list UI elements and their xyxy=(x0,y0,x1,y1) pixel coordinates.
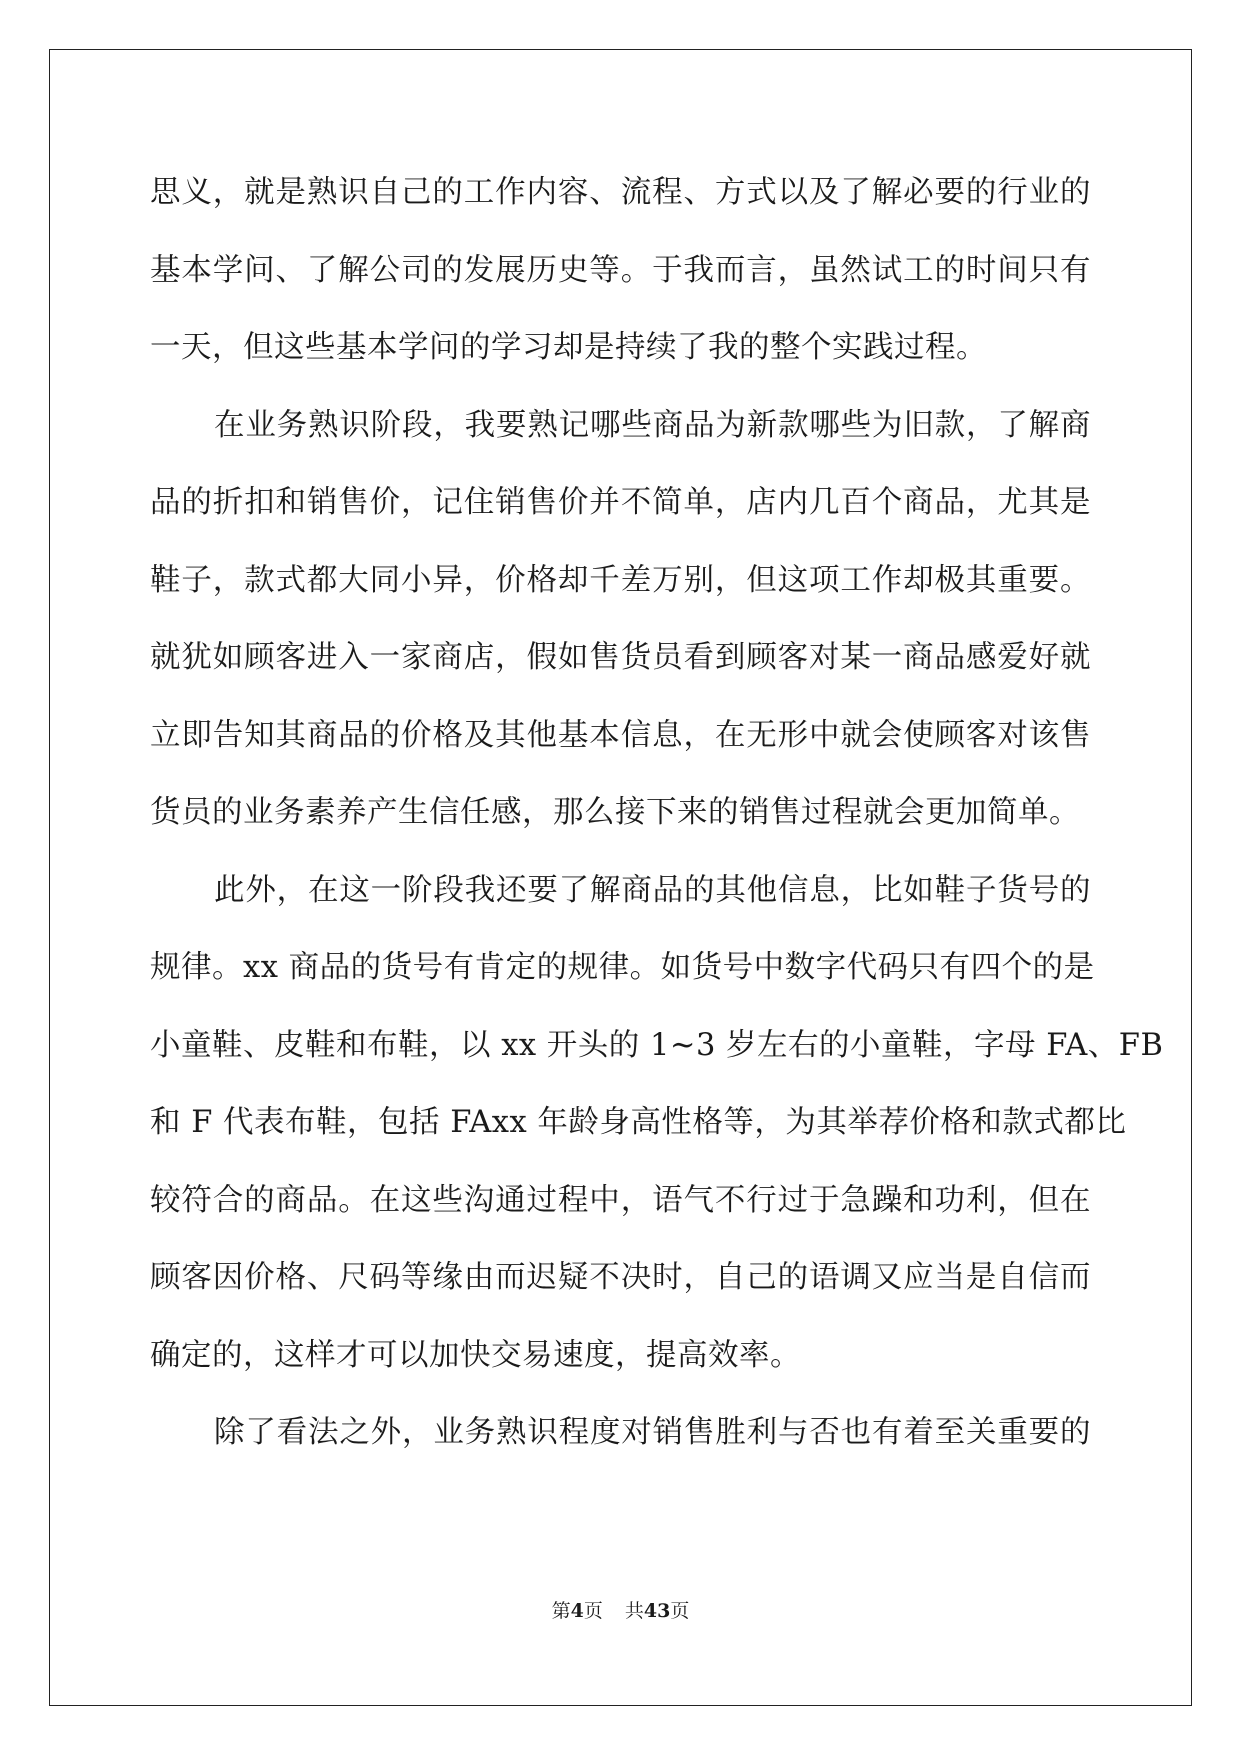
total-prefix: 共 xyxy=(624,1600,644,1622)
total-suffix: 页 xyxy=(670,1600,690,1622)
text-line: 较符合的商品。在这些沟通过程中，语气不行过于急躁和功利，但在 xyxy=(150,1182,1091,1218)
text-line: 货员的业务素养产生信任感，那么接下来的销售过程就会更加简单。 xyxy=(150,795,1080,830)
page-prefix: 第 xyxy=(551,1600,571,1622)
text-line: 鞋子，款式都大同小异，价格却千差万别，但这项工作却极其重要。 xyxy=(150,562,1091,598)
text-line: 就犹如顾客进入一家商店，假如售货员看到顾客对某一商品感爱好就 xyxy=(150,640,1091,675)
text-line: 小童鞋、皮鞋和布鞋，以 xx 开头的 1~3 岁左右的小童鞋，字母 FA、FB xyxy=(150,1027,1164,1063)
text-line: 确定的，这样才可以加快交易速度，提高效率。 xyxy=(150,1337,801,1373)
page-suffix: 页 xyxy=(583,1600,603,1622)
text-line: 立即告知其商品的价格及其他基本信息，在无形中就会使顾客对该售 xyxy=(150,717,1091,753)
paragraph-start-line: 此外，在这一阶段我还要了解商品的其他信息，比如鞋子货号的 xyxy=(214,872,1091,908)
text-line: 品的折扣和销售价，记住销售价并不简单，店内几百个商品，尤其是 xyxy=(150,485,1091,520)
current-page-number: 4 xyxy=(570,1600,584,1622)
text-line: 和 F 代表布鞋，包括 FAxx 年龄身高性格等，为其举荐价格和款式都比 xyxy=(150,1105,1127,1140)
text-line: 基本学问、了解公司的发展历史等。于我而言，虽然试工的时间只有 xyxy=(150,252,1091,288)
paragraph-start-line: 在业务熟识阶段，我要熟记哪些商品为新款哪些为旧款，了解商 xyxy=(214,407,1091,443)
total-pages-number: 43 xyxy=(643,1600,671,1622)
text-line: 规律。xx 商品的货号有肯定的规律。如货号中数字代码只有四个的是 xyxy=(150,950,1095,985)
text-line: 顾客因价格、尺码等缘由而迟疑不决时，自己的语调又应当是自信而 xyxy=(150,1260,1091,1295)
text-line: 思义，就是熟识自己的工作内容、流程、方式以及了解必要的行业的 xyxy=(150,175,1091,210)
paragraph-start-line: 除了看法之外，业务熟识程度对销售胜利与否也有着至关重要的 xyxy=(214,1415,1091,1450)
text-line: 一天，但这些基本学问的学习却是持续了我的整个实践过程。 xyxy=(150,330,987,365)
document-body xyxy=(150,154,1164,1472)
page-footer xyxy=(0,1596,1241,1623)
